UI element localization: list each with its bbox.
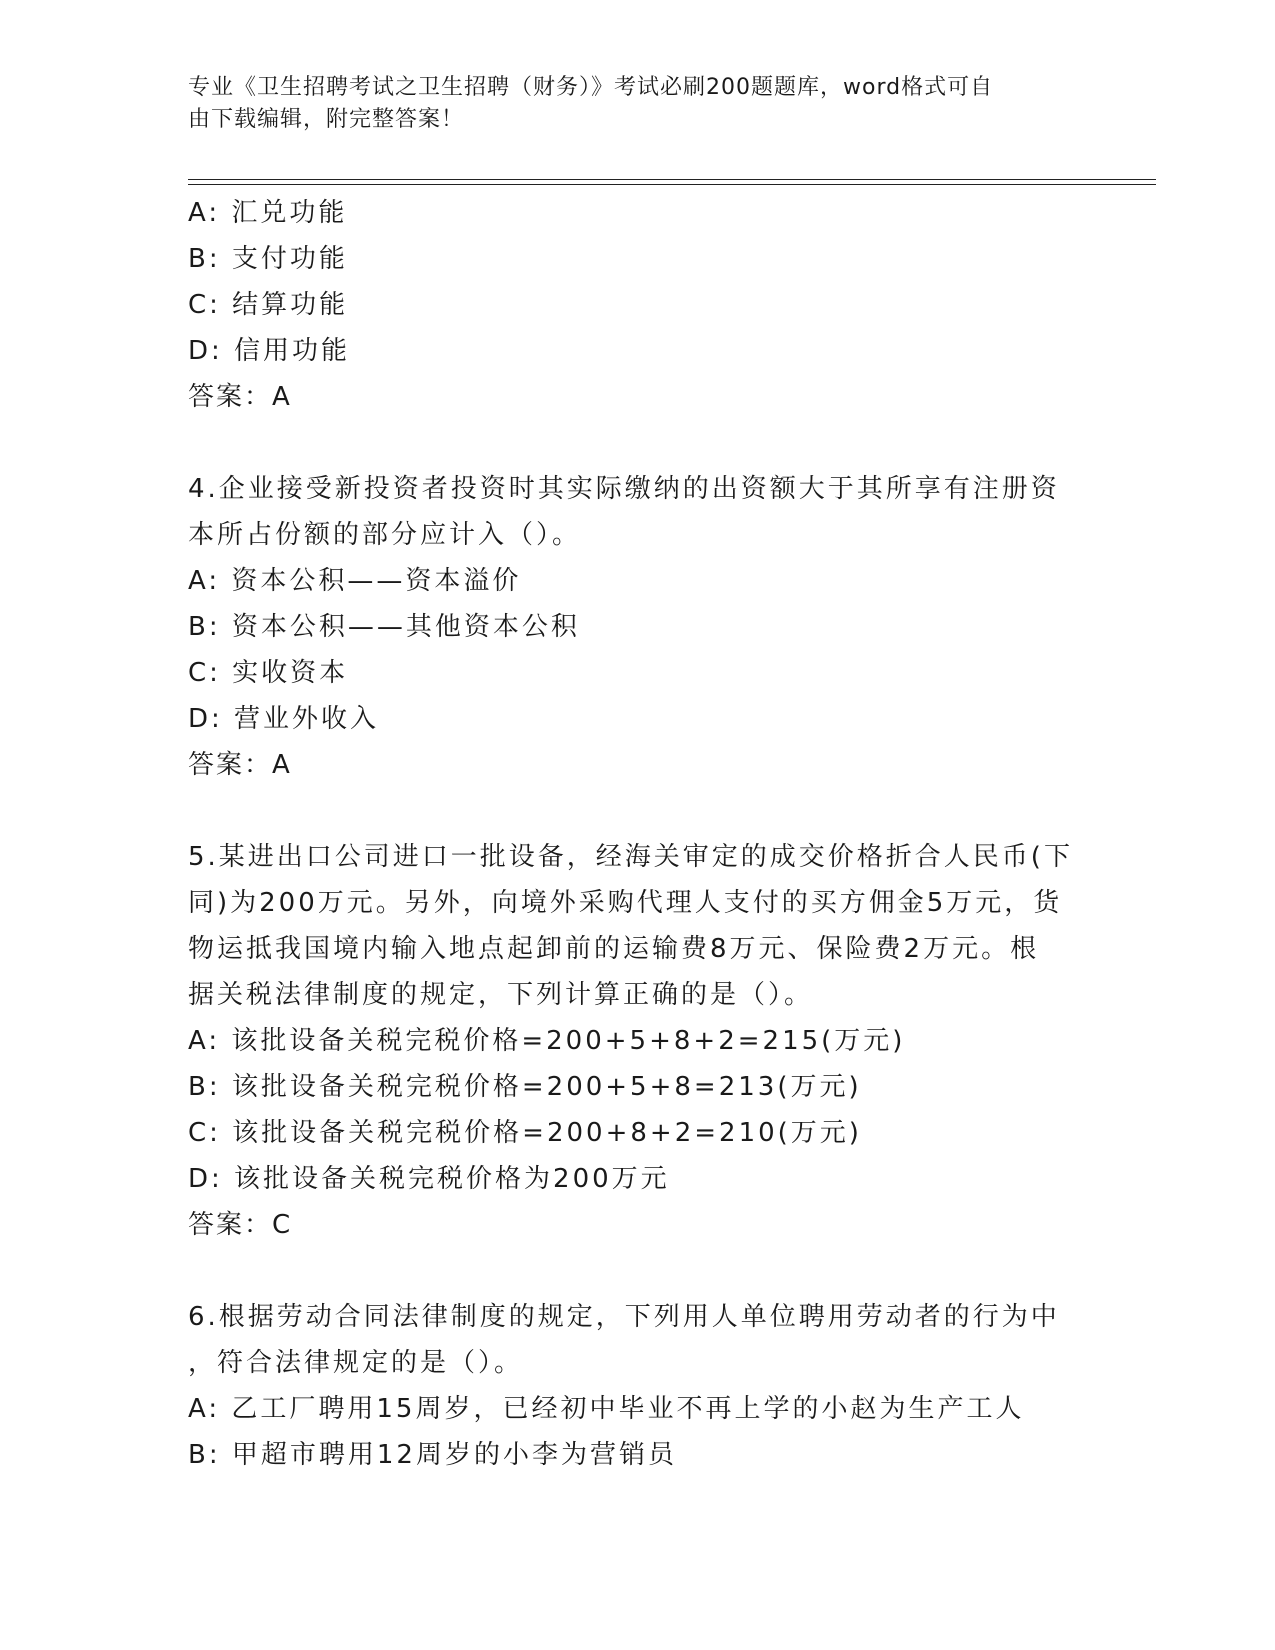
option-a: A: 汇兑功能 [188,198,348,228]
question-stem: 物运抵我国境内输入地点起卸前的运输费8万元、保险费2万元。根 [188,934,1040,964]
option-b: B: 该批设备关税完税价格=200+5+8=213(万元) [188,1072,862,1102]
option-d: D: 营业外收入 [188,704,380,734]
option-b: B: 支付功能 [188,244,348,274]
question-stem: ，符合法律规定的是（）。 [188,1348,524,1378]
option-c: C: 该批设备关税完税价格=200+8+2=210(万元) [188,1118,862,1148]
header-title-line-1: 专业《卫生招聘考试之卫生招聘（财务）》考试必刷200题题库，word格式可自 [188,75,994,100]
option-c: C: 结算功能 [188,290,349,320]
question-stem: 4.企业接受新投资者投资时其实际缴纳的出资额大于其所享有注册资 [188,474,1060,504]
question-stem: 本所占份额的部分应计入（）。 [188,520,582,550]
option-a: A: 资本公积——资本溢价 [188,566,522,596]
header-divider-bottom [188,184,1156,185]
option-d: D: 该批设备关税完税价格为200万元 [188,1164,670,1194]
question-3 [188,190,1088,420]
header-title-line-2: 由下载编辑，附完整答案！ [188,107,465,132]
document-header [188,72,1068,136]
question-list [188,190,1088,1478]
question-5 [188,834,1088,1248]
question-6 [188,1294,1088,1478]
answer: 答案：C [188,1210,293,1240]
question-4 [188,466,1088,788]
option-d: D: 信用功能 [188,336,351,366]
option-a: A: 乙工厂聘用15周岁，已经初中毕业不再上学的小赵为生产工人 [188,1394,1025,1424]
answer: 答案：A [188,382,292,412]
option-b: B: 资本公积——其他资本公积 [188,612,580,642]
question-stem: 据关税法律制度的规定，下列计算正确的是（）。 [188,980,814,1010]
question-stem: 5.某进出口公司进口一批设备，经海关审定的成交价格折合人民币(下 [188,842,1073,872]
question-stem: 6.根据劳动合同法律制度的规定，下列用人单位聘用劳动者的行为中 [188,1302,1060,1332]
option-c: C: 实收资本 [188,658,349,688]
spacer [188,1248,1088,1294]
spacer [188,788,1088,834]
answer: 答案：A [188,750,292,780]
header-divider-top [188,179,1156,180]
option-a: A: 该批设备关税完税价格=200+5+8+2=215(万元) [188,1026,906,1056]
option-b: B: 甲超市聘用12周岁的小李为营销员 [188,1440,677,1470]
question-stem: 同)为200万元。另外，向境外采购代理人支付的买方佣金5万元，货 [188,888,1063,918]
spacer [188,420,1088,466]
